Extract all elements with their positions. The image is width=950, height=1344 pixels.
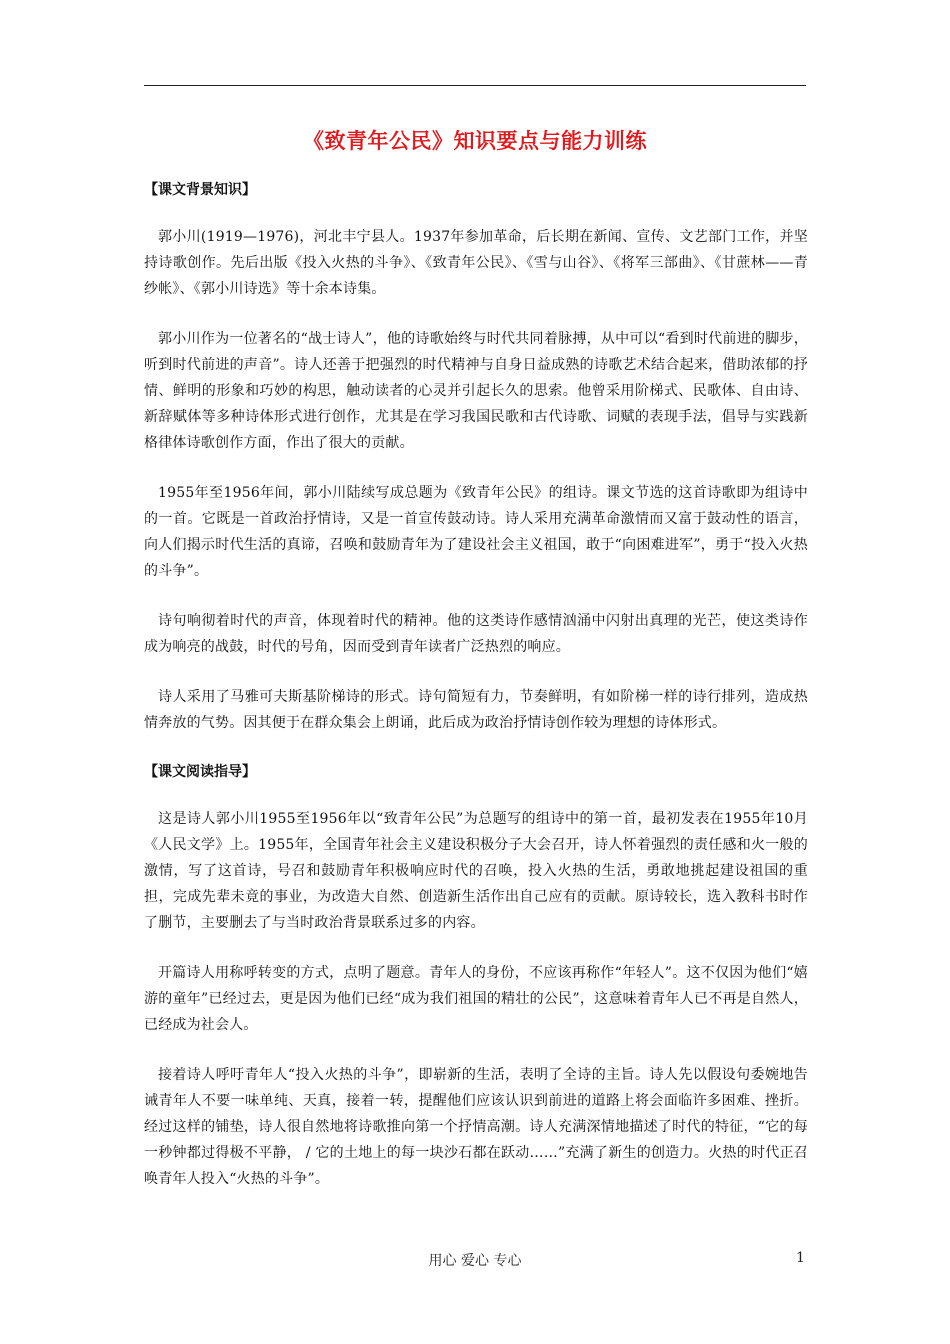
paragraph: 接着诗人呼吁青年人“投入火热的斗争”，即崭新的生活，表明了全诗的主旨。诗人先以假设句委婉地告诫青年人不要一味单纯、天真，接着一转，提醒他们应该认识到前进的道路上将会面临许多困难、挫折。经过这样的铺垫，诗人很自然地将诗歌推向第一个抒情高潮。诗人充满深情地描述了时代的特征，“它的每一秒钟都过得极不平静， / 它的土地上的每一块沙石都在跃动……”充满了新生的创造力。火热的时代正召唤青年人投入“火热的斗争”。 [144, 1067, 808, 1187]
paragraph: 1955年至1956年间，郭小川陆续写成总题为《致青年公民》的组诗。课文节选的这首诗歌即为组诗中的一首。它既是一首政治抒情诗，又是一首宣传鼓动诗。诗人采用充满革命激情而又富于鼓动性的语言，向人们揭示时代生活的真谛，召唤和鼓励青年为了建设社会主义祖国，敢于“向困难进军”，勇于“投入火热的斗争”。 [144, 485, 808, 579]
paragraph: 诗句响彻着时代的声音，体现着时代的精神。他的这类诗作感情汹涌中闪射出真理的光芒，使这类诗作成为响亮的战鼓，时代的号角，因而受到青年读者广泛热烈的响应。 [144, 613, 808, 655]
paragraph: 这是诗人郭小川1955至1956年以“致青年公民”为总题写的组诗中的第一首，最初发表在1955年10月《人民文学》上。1955年，全国青年社会主义建设积极分子大会召开，诗人怀着强烈的责任感和火一般的激情，写了这首诗，号召和鼓励青年积极响应时代的召唤，投入火热的生活，勇敢地挑起建设祖国的重担，完成先辈未竟的事业，为改造大自然、创造新生活作出自己应有的贡献。原诗较长，选入教科书时作了删节，主要删去了与当时政治背景联系过多的内容。 [144, 811, 808, 931]
section-heading-background: 【课文背景知识】 [144, 182, 256, 198]
header-rule [144, 85, 806, 86]
paragraph: 诗人采用了马雅可夫斯基阶梯诗的形式。诗句简短有力，节奏鲜明，有如阶梯一样的诗行排列，造成热情奔放的气势。因其便于在群众集会上朗诵，此后成为政治抒情诗创作较为理想的诗体形式。 [144, 689, 808, 731]
paragraph: 郭小川(1919—1976)，河北丰宁县人。1937年参加革命，后长期在新闻、宣传、文艺部门工作，并坚持诗歌创作。先后出版《投入火热的斗争》、《致青年公民》、《雪与山谷》、《将军三部曲》、《甘蔗林——青纱帐》、《郭小川诗选》等十余本诗集。 [144, 229, 808, 297]
page-number: 1 [796, 1250, 805, 1266]
footer-motto: 用心 爱心 专心 [428, 1253, 522, 1269]
section-heading-reading-guide: 【课文阅读指导】 [144, 764, 256, 780]
paragraph: 郭小川作为一位著名的“战士诗人”，他的诗歌始终与时代共同着脉搏，从中可以“看到时代前进的脚步，听到时代前进的声音”。诗人还善于把强烈的时代精神与自身日益成熟的诗歌艺术结合起来，借助浓郁的抒情、鲜明的形象和巧妙的构思，触动读者的心灵并引起长久的思索。他曾采用阶梯式、民歌体、自由诗、新辞赋体等多种诗体形式进行创作，尤其是在学习我国民歌和古代诗歌、词赋的表现手法，倡导与实践新格律体诗歌创作方面，作出了很大的贡献。 [144, 331, 808, 451]
document-body [144, 178, 808, 1216]
paragraph: 开篇诗人用称呼转变的方式，点明了题意。青年人的身份，不应该再称作“年轻人”。这不仅因为他们“嬉游的童年”已经过去，更是因为他们已经“成为我们祖国的精壮的公民”，这意味着青年人已不再是自然人，已经成为社会人。 [144, 965, 808, 1033]
document-title: 《致青年公民》知识要点与能力训练 [303, 128, 647, 153]
